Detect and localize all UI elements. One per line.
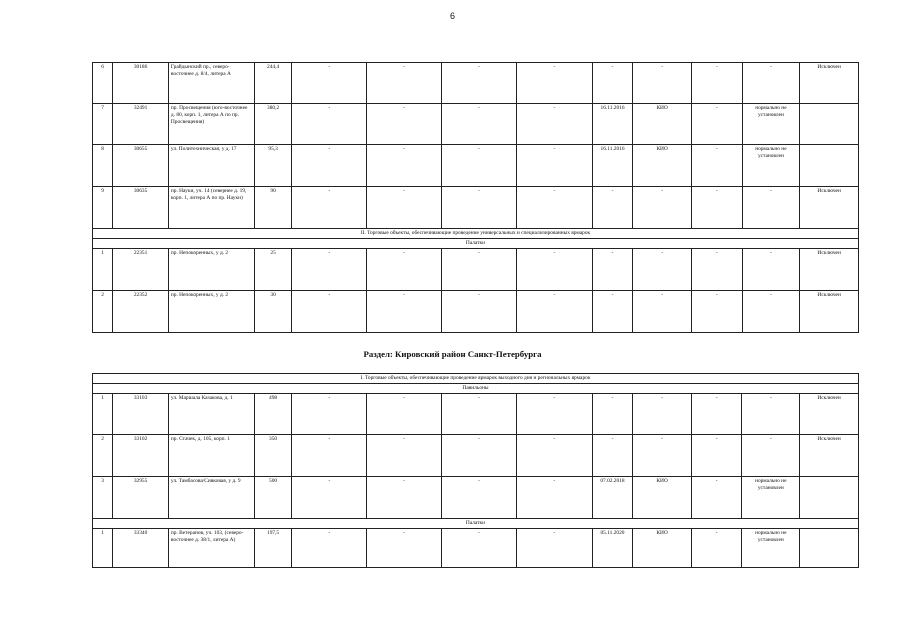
table-cell: 1 xyxy=(93,249,113,291)
table-cell: 33340 xyxy=(113,529,169,568)
table-cell: - xyxy=(633,187,692,229)
table-cell: 498 xyxy=(254,394,291,435)
table-cell: - xyxy=(742,63,800,104)
table-cell: 25 xyxy=(254,249,291,291)
table-cell: - xyxy=(633,291,692,333)
table-cell: 350 xyxy=(254,435,291,477)
table-cell: - xyxy=(592,435,632,477)
table-cell: 33102 xyxy=(113,435,169,477)
table-cell: - xyxy=(442,187,517,229)
table-cell: нормально не установлен xyxy=(742,477,800,519)
table-cell: - xyxy=(691,249,742,291)
table-cell: 244,4 xyxy=(254,63,291,104)
table-cell: - xyxy=(367,291,442,333)
table-cell: ул. Политехническая, у д. 17 xyxy=(168,145,254,187)
table-cell: 22352 xyxy=(113,291,169,333)
table-cell: 1 xyxy=(93,529,113,568)
table-cell: 2 xyxy=(93,291,113,333)
table-cell: - xyxy=(633,249,692,291)
table-cell: - xyxy=(442,477,517,519)
table-cell: - xyxy=(742,187,800,229)
table-cell: пр. Науки, уч. 14 (севернее д. 19, корп. 1, литера А по пр. Науки) xyxy=(168,187,254,229)
table-cell: нормально не установлен xyxy=(742,529,800,568)
table-cell: - xyxy=(292,63,367,104)
table-cell xyxy=(800,145,859,187)
table-cell: 07.02.2018 xyxy=(592,477,632,519)
caption-section: I. Торговые объекты, обеспечивающие проведение ярмарок выходного дня и региональных ярмарок xyxy=(93,374,859,384)
table-row xyxy=(93,104,859,145)
table-cell: - xyxy=(592,187,632,229)
table-cell: - xyxy=(292,477,367,519)
table-cell: - xyxy=(442,63,517,104)
table-cell: - xyxy=(516,145,592,187)
table-cell: ул. Тамбасова/Сивковая, у д. 9 xyxy=(168,477,254,519)
table-cell: Исключен xyxy=(800,435,859,477)
table-cell: - xyxy=(292,529,367,568)
table-cell: - xyxy=(516,394,592,435)
table-cell: - xyxy=(592,63,632,104)
table-cell xyxy=(800,529,859,568)
table-cell: 32491 xyxy=(113,104,169,145)
table-cell: - xyxy=(367,529,442,568)
table-cell: ул. Маршала Казакова, д. 1 xyxy=(168,394,254,435)
table-cell: 380,2 xyxy=(254,104,291,145)
table-cell: - xyxy=(691,63,742,104)
table-cell: - xyxy=(367,249,442,291)
table-cell: КИО xyxy=(633,529,692,568)
table-cell: - xyxy=(516,291,592,333)
table-cell: КИО xyxy=(633,477,692,519)
table-cell: КИО xyxy=(633,145,692,187)
table-cell: - xyxy=(592,394,632,435)
table-row xyxy=(93,394,859,435)
caption-subsection: Павильоны xyxy=(93,384,859,394)
table-cell: пр. Непокоренных, у д. 2 xyxy=(168,291,254,333)
table-row xyxy=(93,187,859,229)
table-cell: - xyxy=(516,529,592,568)
table-cell: - xyxy=(367,187,442,229)
table-cell: - xyxy=(691,529,742,568)
table-cell: 30635 xyxy=(113,187,169,229)
table-cell: - xyxy=(742,291,800,333)
table-cell: - xyxy=(367,104,442,145)
table-cell: - xyxy=(691,104,742,145)
table-row xyxy=(93,529,859,568)
table-cell: Исключен xyxy=(800,249,859,291)
table-row xyxy=(93,63,859,104)
table-row xyxy=(93,249,859,291)
table-cell: Исключен xyxy=(800,63,859,104)
table-cell: - xyxy=(442,291,517,333)
table-row xyxy=(93,477,859,519)
table-row xyxy=(93,145,859,187)
caption-subsection: Палатки xyxy=(93,239,859,249)
table-cell: - xyxy=(292,104,367,145)
table-cell: - xyxy=(442,529,517,568)
table-top xyxy=(92,62,859,333)
table-bottom xyxy=(92,373,859,568)
table-cell: - xyxy=(292,249,367,291)
table-cell: 90 xyxy=(254,187,291,229)
table-cell: - xyxy=(691,145,742,187)
table-cell: - xyxy=(442,435,517,477)
table-row xyxy=(93,291,859,333)
table-cell: - xyxy=(516,63,592,104)
table-cell: 6 xyxy=(93,63,113,104)
table-cell xyxy=(800,477,859,519)
caption-subsection: Палатки xyxy=(93,519,859,529)
table-cell: - xyxy=(516,187,592,229)
table-cell: 95,3 xyxy=(254,145,291,187)
table-cell: - xyxy=(516,477,592,519)
table-cell: - xyxy=(442,394,517,435)
table-cell: 05.11.2020 xyxy=(592,529,632,568)
table-cell: нормально не установлен xyxy=(742,104,800,145)
table-cell: 3 xyxy=(93,477,113,519)
table-cell: - xyxy=(367,63,442,104)
table-cell: - xyxy=(292,394,367,435)
table-cell: - xyxy=(633,435,692,477)
table-cell: - xyxy=(691,291,742,333)
table-cell: 8 xyxy=(93,145,113,187)
table-cell: - xyxy=(367,435,442,477)
table-cell: 2 xyxy=(93,435,113,477)
table-cell: Исключен xyxy=(800,291,859,333)
table-cell: - xyxy=(367,477,442,519)
table-cell: Исключен xyxy=(800,187,859,229)
table-cell: Грайдынский пр., северо-восточнее д. 8/4, литера А xyxy=(168,63,254,104)
table-cell: 16.11.2016 xyxy=(592,104,632,145)
table-row xyxy=(93,435,859,477)
table-cell: 30 xyxy=(254,291,291,333)
table-cell: пр. Непокоренных, у д. 2 xyxy=(168,249,254,291)
table-cell: - xyxy=(292,435,367,477)
table-cell: пр. Просвещения (юго-восточнее д. 80, корп. 1, литера А по пр. Просвещения) xyxy=(168,104,254,145)
table-cell: 7 xyxy=(93,104,113,145)
table-cell: - xyxy=(292,291,367,333)
table-cell: - xyxy=(742,394,800,435)
table-cell: 500 xyxy=(254,477,291,519)
table-cell: 1 xyxy=(93,394,113,435)
table-cell: КИО xyxy=(633,104,692,145)
table-cell: пр. Ветеранов, уч. 103, (северо-восточнее д. 38/1, литера А) xyxy=(168,529,254,568)
table-cell: - xyxy=(442,104,517,145)
table-cell: - xyxy=(442,249,517,291)
table-cell: - xyxy=(367,394,442,435)
table-cell: - xyxy=(592,291,632,333)
table-cell: - xyxy=(292,187,367,229)
table-cell: - xyxy=(516,249,592,291)
table-cell: - xyxy=(292,145,367,187)
table-cell: - xyxy=(633,394,692,435)
table-cell: - xyxy=(516,435,592,477)
table-cell: пр. Стачек, д. 105, корп. 1 xyxy=(168,435,254,477)
table-cell: - xyxy=(691,435,742,477)
table-cell: - xyxy=(742,435,800,477)
table-cell: - xyxy=(442,145,517,187)
table-cell: нормально не установлен xyxy=(742,145,800,187)
caption-section: II. Торговые объекты, обеспечивающие проведение универсальных и специализированных ярмарок xyxy=(93,229,859,239)
table-cell: - xyxy=(691,187,742,229)
table-cell: Исключен xyxy=(800,394,859,435)
table-cell: 32955 xyxy=(113,477,169,519)
table-cell: 16.11.2016 xyxy=(592,145,632,187)
table-cell: 33103 xyxy=(113,394,169,435)
table-cell: - xyxy=(691,394,742,435)
table-cell: 30655 xyxy=(113,145,169,187)
table-cell: - xyxy=(691,477,742,519)
table-cell: - xyxy=(633,63,692,104)
table-cell: 9 xyxy=(93,187,113,229)
table-cell: 197,5 xyxy=(254,529,291,568)
page-number: 6 xyxy=(449,11,455,21)
table-cell: - xyxy=(592,249,632,291)
table-cell: - xyxy=(742,249,800,291)
table-cell: 30186 xyxy=(113,63,169,104)
section-title: Раздел: Кировский район Санкт-Петербурга xyxy=(363,349,542,359)
table-cell: - xyxy=(367,145,442,187)
table-cell xyxy=(800,104,859,145)
table-cell: - xyxy=(516,104,592,145)
table-cell: 22351 xyxy=(113,249,169,291)
